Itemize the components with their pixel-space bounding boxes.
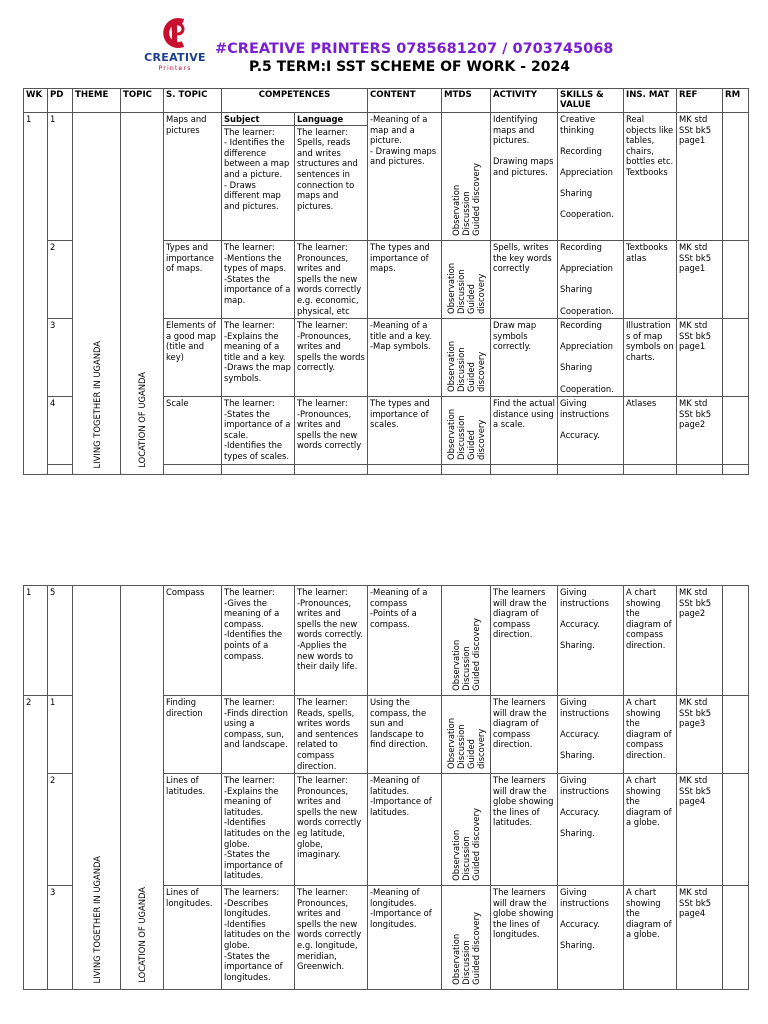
rm-cell: [723, 397, 749, 465]
col-theme: THEME: [73, 89, 121, 113]
subtopic-cell: Lines of latitudes.: [164, 774, 222, 886]
subtopic-cell: Lines of longitudes.: [164, 886, 222, 990]
language-competence-cell: The learner: -Pronounces, writes and spells the words correctly.: [295, 319, 368, 397]
methods-text: Observation Discussion Guided discovery: [446, 263, 486, 314]
ref-cell: MK std SSt bk5 page1: [677, 113, 723, 241]
period-cell: 5: [48, 586, 73, 696]
empty-cell: [558, 465, 624, 475]
rm-cell: [723, 586, 749, 696]
methods-text: Observation Discussion Guided discovery: [451, 912, 481, 985]
content-cell: Using the compass, the sun and landscape to find direction.: [368, 696, 442, 774]
col-skills: SKILLS & VALUE: [558, 89, 624, 113]
subject-competence-cell: The learner: -Mentions the types of maps. -States the importance of a map.: [222, 241, 295, 319]
content-cell: The types and importance of maps.: [368, 241, 442, 319]
empty-cell: [48, 465, 73, 475]
content-cell: The types and importance of scales.: [368, 397, 442, 465]
col-activity: ACTIVITY: [491, 89, 558, 113]
methods-cell: [442, 397, 491, 465]
period-cell: 3: [48, 319, 73, 397]
language-competence-cell: The learner: Pronounces, writes and spells the new words correctly e.g. economic, physical, etc: [295, 241, 368, 319]
methods-text: Observation Discussion Guided discovery: [446, 718, 486, 769]
activity-cell: Draw map symbols correctly.: [491, 319, 558, 397]
period-cell: 2: [48, 774, 73, 886]
rm-cell: [723, 241, 749, 319]
activity-cell: Spells, writes the key words correctly: [491, 241, 558, 319]
topic-text: LOCATION OF UGANDA: [137, 372, 147, 468]
ref-cell: MK std SSt bk5 page2: [677, 397, 723, 465]
methods-text: Observation Discussion Guided discovery: [446, 341, 486, 392]
methods-text: Observation Discussion Guided discovery: [451, 618, 481, 691]
language-competence-text: The learner: Spells, reads and writes structures and sentences in connection to maps and pictures.: [297, 126, 358, 211]
subtopic-cell: Types and importance of maps.: [164, 241, 222, 319]
activity-cell: Identifying maps and pictures. Drawing maps and pictures.: [491, 113, 558, 241]
table-row: [24, 586, 749, 696]
period-cell: 1: [48, 696, 73, 774]
activity-cell: The learners will draw the diagram of compass direction.: [491, 586, 558, 696]
ref-cell: MK std SSt bk5 page3: [677, 696, 723, 774]
subject-competence-cell: The learner: -Explains the meaning of latitudes. -Identifies latitudes on the globe. -States the importance of latitudes.: [222, 774, 295, 886]
skills-cell: Giving instructions Accuracy.: [558, 397, 624, 465]
empty-cell: [222, 465, 295, 475]
rm-cell: [723, 886, 749, 990]
col-content: CONTENT: [368, 89, 442, 113]
empty-cell: [491, 465, 558, 475]
empty-cell: [677, 465, 723, 475]
methods-text: Observation Discussion Guided discovery: [446, 409, 486, 460]
ref-cell: MK std SSt bk5 page4: [677, 774, 723, 886]
ins-mat-cell: Atlases: [624, 397, 677, 465]
ins-mat-cell: Real objects like tables, chairs, bottles etc. Textbooks: [624, 113, 677, 241]
empty-cell: [442, 465, 491, 475]
skills-cell: Giving instructions Accuracy. Sharing.: [558, 774, 624, 886]
empty-cell: [164, 465, 222, 475]
content-cell: -Meaning of latitudes. -Importance of latitudes.: [368, 774, 442, 886]
methods-cell: [442, 886, 491, 990]
content-cell: -Meaning of a title and a key. -Map symbols.: [368, 319, 442, 397]
logo-sub-text: Printers: [158, 64, 192, 72]
subject-competence-cell: The learner: -States the importance of a scale. -Identifies the types of scales.: [222, 397, 295, 465]
methods-cell: [442, 774, 491, 886]
content-cell: -Meaning of a compass -Points of a compass.: [368, 586, 442, 696]
week-cell: 2: [24, 696, 48, 990]
skills-cell: Creative thinking Recording Appreciation Sharing Cooperation.: [558, 113, 624, 241]
theme-text-cell: [73, 113, 121, 475]
subject-competence-cell: The learners: -Describes longitudes. -Identifies latitudes on the globe. -States the importance of longitudes.: [222, 886, 295, 990]
subtopic-cell: Finding direction: [164, 696, 222, 774]
topic-text: LOCATION OF UGANDA: [137, 887, 147, 983]
col-pd: PD: [48, 89, 73, 113]
subject-competence-cell: The learner: -Gives the meaning of a compass. -Identifies the points of a compass.: [222, 586, 295, 696]
empty-cell: [723, 465, 749, 475]
ins-mat-cell: A chart showing the diagram of compass direction.: [624, 696, 677, 774]
col-topic: TOPIC: [121, 89, 164, 113]
ins-mat-cell: A chart showing the diagram of a globe.: [624, 774, 677, 886]
theme-text-cell: [73, 586, 121, 990]
col-ins-mat: INS. MAT: [624, 89, 677, 113]
methods-text: Observation Discussion Guided discovery: [451, 808, 481, 881]
col-competences: COMPETENCES: [222, 89, 368, 113]
ins-mat-cell: Textbooks atlas: [624, 241, 677, 319]
creative-printers-logo: [140, 16, 210, 76]
rm-cell: [723, 113, 749, 241]
methods-cell: [442, 586, 491, 696]
week-cell: 1: [24, 586, 48, 696]
activity-cell: The learners will draw the globe showing the lines of longitudes.: [491, 886, 558, 990]
language-competence-cell: The learner: -Pronounces, writes and spells the new words correctly: [295, 397, 368, 465]
skills-cell: Recording Appreciation Sharing Cooperation.: [558, 319, 624, 397]
theme-text: LIVING TOGETHER IN UGANDA: [91, 340, 102, 468]
skills-cell: Giving instructions Accuracy. Sharing.: [558, 696, 624, 774]
language-competence-cell: The learner: Pronounces, writes and spells the new words correctly eg latitude, globe, imaginary.: [295, 774, 368, 886]
ins-mat-cell: A chart showing the diagram of a globe.: [624, 886, 677, 990]
col-subtopic: S. TOPIC: [164, 89, 222, 113]
methods-cell: [442, 696, 491, 774]
theme-text: LIVING TOGETHER IN UGANDA: [91, 855, 102, 983]
subject-competence-cell: The learner: -Finds direction using a compass, sun, and landscape.: [222, 696, 295, 774]
col-methods: MTDS: [442, 89, 491, 113]
week-cell: 1: [24, 113, 48, 475]
methods-cell: [442, 241, 491, 319]
language-competence-cell: The learner: -Pronounces, writes and spells the new words correctly. -Applies the new words to their daily life.: [295, 586, 368, 696]
subject-competence-cell: [222, 113, 295, 241]
logo-brand-text: CREATIVE: [144, 51, 206, 64]
empty-cell: [368, 465, 442, 475]
col-ref: REF: [677, 89, 723, 113]
ref-cell: MK std SSt bk5 page1: [677, 319, 723, 397]
ref-cell: MK std SSt bk5 page1: [677, 241, 723, 319]
skills-cell: Giving instructions Accuracy. Sharing.: [558, 886, 624, 990]
empty-cell: [295, 465, 368, 475]
methods-cell: [442, 113, 491, 241]
methods-cell: [442, 319, 491, 397]
topic-text-cell: [121, 113, 164, 475]
ref-cell: MK std SSt bk5 page4: [677, 886, 723, 990]
rm-cell: [723, 774, 749, 886]
language-subheader: Language: [295, 114, 367, 126]
subtopic-cell: Compass: [164, 586, 222, 696]
period-cell: 2: [48, 241, 73, 319]
table-row: [24, 113, 749, 241]
rm-cell: [723, 319, 749, 397]
language-competence-cell: The learner: Reads, spells, writes words and sentences related to compass direction.: [295, 696, 368, 774]
scheme-table-2: [23, 585, 749, 990]
skills-cell: Giving instructions Accuracy. Sharing.: [558, 586, 624, 696]
subject-competence-cell: The learner: -Explains the meaning of a title and a key. -Draws the map symbols.: [222, 319, 295, 397]
scheme-table-1: [23, 88, 749, 475]
ref-cell: MK std SSt bk5 page2: [677, 586, 723, 696]
col-wk: WK: [24, 89, 48, 113]
subject-subheader: Subject: [222, 114, 294, 126]
activity-cell: The learners will draw the diagram of compass direction.: [491, 696, 558, 774]
activity-cell: Find the actual distance using a scale.: [491, 397, 558, 465]
subject-competence-text: The learner: - Identifies the difference between a map and a picture. - Draws different map and pictures.: [224, 126, 290, 211]
content-cell: -Meaning of longitudes. -Importance of longitudes.: [368, 886, 442, 990]
cp-logo-icon: [161, 16, 189, 50]
subtopic-cell: Maps and pictures: [164, 113, 222, 241]
methods-text: Observation Discussion Guided discovery: [451, 163, 481, 236]
period-cell: 3: [48, 886, 73, 990]
rm-cell: [723, 696, 749, 774]
ins-mat-cell: Illustration s of map symbols on charts.: [624, 319, 677, 397]
period-cell: 4: [48, 397, 73, 465]
skills-cell: Recording Appreciation Sharing Cooperation.: [558, 241, 624, 319]
ins-mat-cell: A chart showing the diagram of compass direction.: [624, 586, 677, 696]
col-rm: RM: [723, 89, 749, 113]
period-cell: 1: [48, 113, 73, 241]
language-competence-cell: The learner: Pronounces, writes and spells the new words correctly e.g. longitude, meridian, Greenwich.: [295, 886, 368, 990]
header-contacts: #CREATIVE PRINTERS 0785681207 / 0703745068: [215, 41, 614, 57]
subtopic-cell: Elements of a good map (title and key): [164, 319, 222, 397]
empty-cell: [624, 465, 677, 475]
content-cell: -Meaning of a map and a picture. - Drawing maps and pictures.: [368, 113, 442, 241]
topic-text-cell: [121, 586, 164, 990]
language-competence-cell: [295, 113, 368, 241]
page-title: P.5 TERM:I SST SCHEME OF WORK - 2024: [249, 59, 570, 75]
activity-cell: The learners will draw the globe showing the lines of latitudes.: [491, 774, 558, 886]
subtopic-cell: Scale: [164, 397, 222, 465]
